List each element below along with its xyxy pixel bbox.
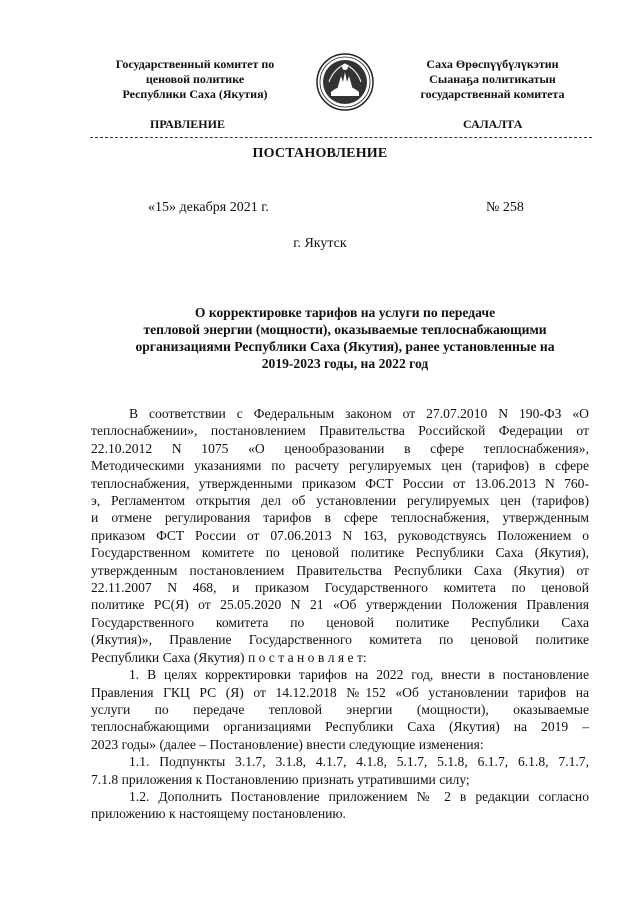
body-line: теплоснабжающими организациями Республики Саха (Якутия) на 2019 – — [91, 719, 589, 735]
agency-name-ru-line: Государственный комитет по — [115, 57, 275, 71]
body-line: утвержденным постановлением Правительства Республики Саха (Якутия) от — [91, 562, 589, 578]
body-line: Государственном комитете по ценовой политике Республики Саха (Якутия), — [91, 545, 589, 561]
body-line: 22.11.2007 N 468, и приказом Государственного комитета по ценовой — [91, 580, 589, 596]
body-line: 1.1. Подпункты 3.1.7, 3.1.8, 4.1.7, 4.1.8, 5.1.7, 5.1.8, 6.1.7, 6.1.8, 7.1.7, — [129, 754, 589, 770]
agency-name-sakha-line: Сыанаҕа политикатын — [429, 72, 556, 86]
subject-line: 2019-2023 годы, на 2022 год — [261, 356, 429, 371]
document-city: г. Якутск — [293, 236, 347, 251]
body-line: приказом ФСТ России от 07.06.2013 N 163, руководствуясь Положением о — [91, 527, 589, 543]
body-line: 22.10.2012 N 1075 «О ценообразовании в сфере теплоснабжения», — [91, 440, 589, 456]
body-line: 2023 годы» (далее – Постановление) внести следующие изменения: — [91, 736, 484, 752]
agency-name-sakha-line: Саха Өрөспүүбүлүкэтин — [426, 57, 559, 71]
agency-name-ru-line: Республики Саха (Якутия) — [122, 87, 268, 101]
subject-line: тепловой энергии (мощности), оказываемые теплоснабжающими — [143, 322, 547, 337]
agency-name-sakha-line: государственнай комитета — [420, 87, 565, 101]
body-line: В соответствии с Федеральным законом от 27.07.2010 N 190-ФЗ «О — [129, 406, 589, 421]
body-line: Республики Саха (Якутия) п о с т а н о в л я е т: — [91, 649, 367, 665]
body-line: 1.2. Дополнить Постановление приложением № 2 в редакции согласно — [129, 788, 589, 804]
document-type-title: ПОСТАНОВЛЕНИЕ — [252, 146, 388, 161]
subject-line: организациями Республики Саха (Якутия), ранее установленные на — [135, 339, 555, 354]
body-line: теплоснабжения, утвержденными приказом ФСТ России от 13.06.2013 N 760- — [91, 475, 589, 491]
header-divider — [90, 137, 592, 138]
coat-of-arms-emblem — [315, 52, 375, 112]
body-line: приложению к настоящему постановлению. — [91, 806, 346, 822]
body-line: (Якутия)», Правление Государственного комитета по ценовой политике — [91, 632, 589, 648]
body-line: Государственного комитета по ценовой политике Республики Саха — [91, 614, 589, 630]
body-line: и отмене регулирования тарифов в сфере теплоснабжения, утвержденным — [91, 510, 589, 526]
body-line: 1. В целях корректировки тарифов на 2022 год, внести в постановление — [129, 667, 589, 683]
body-line: политике РС(Я) от 25.05.2020 N 21 «Об утверждении Положения Правления — [91, 597, 589, 613]
document-body — [91, 405, 589, 823]
document-subject — [100, 304, 590, 372]
body-line: 7.1.8 приложения к Постановлению признать утратившими силу; — [91, 771, 470, 787]
body-line: Правления ГКЦ РС (Я) от 14.12.2018 №152 «Об установлении тарифов на — [91, 684, 589, 700]
document-number: № 258 — [486, 200, 524, 215]
subject-line: О корректировке тарифов на услуги по передаче — [194, 305, 496, 320]
board-label-sakha: САЛАЛТА — [463, 117, 523, 131]
body-line: теплоснабжении», постановлением Правительства Российской Федерации от — [91, 423, 589, 439]
agency-name-ru — [90, 57, 300, 102]
document-date: «15» декабря 2021 г. — [148, 200, 269, 215]
agency-name-ru-line: ценовой политике — [145, 72, 245, 86]
body-line: э, Регламентом открытия дел об установлении регулируемых цен (тарифов) — [91, 493, 589, 509]
body-line: услуги по передаче тепловой энергии (мощности), оказываемые — [91, 701, 589, 717]
agency-name-sakha — [395, 57, 590, 102]
body-line: Методическими указаниями по расчету регулируемых цен (тарифов) в сфере — [91, 458, 589, 474]
board-label-ru: ПРАВЛЕНИЕ — [150, 117, 225, 131]
